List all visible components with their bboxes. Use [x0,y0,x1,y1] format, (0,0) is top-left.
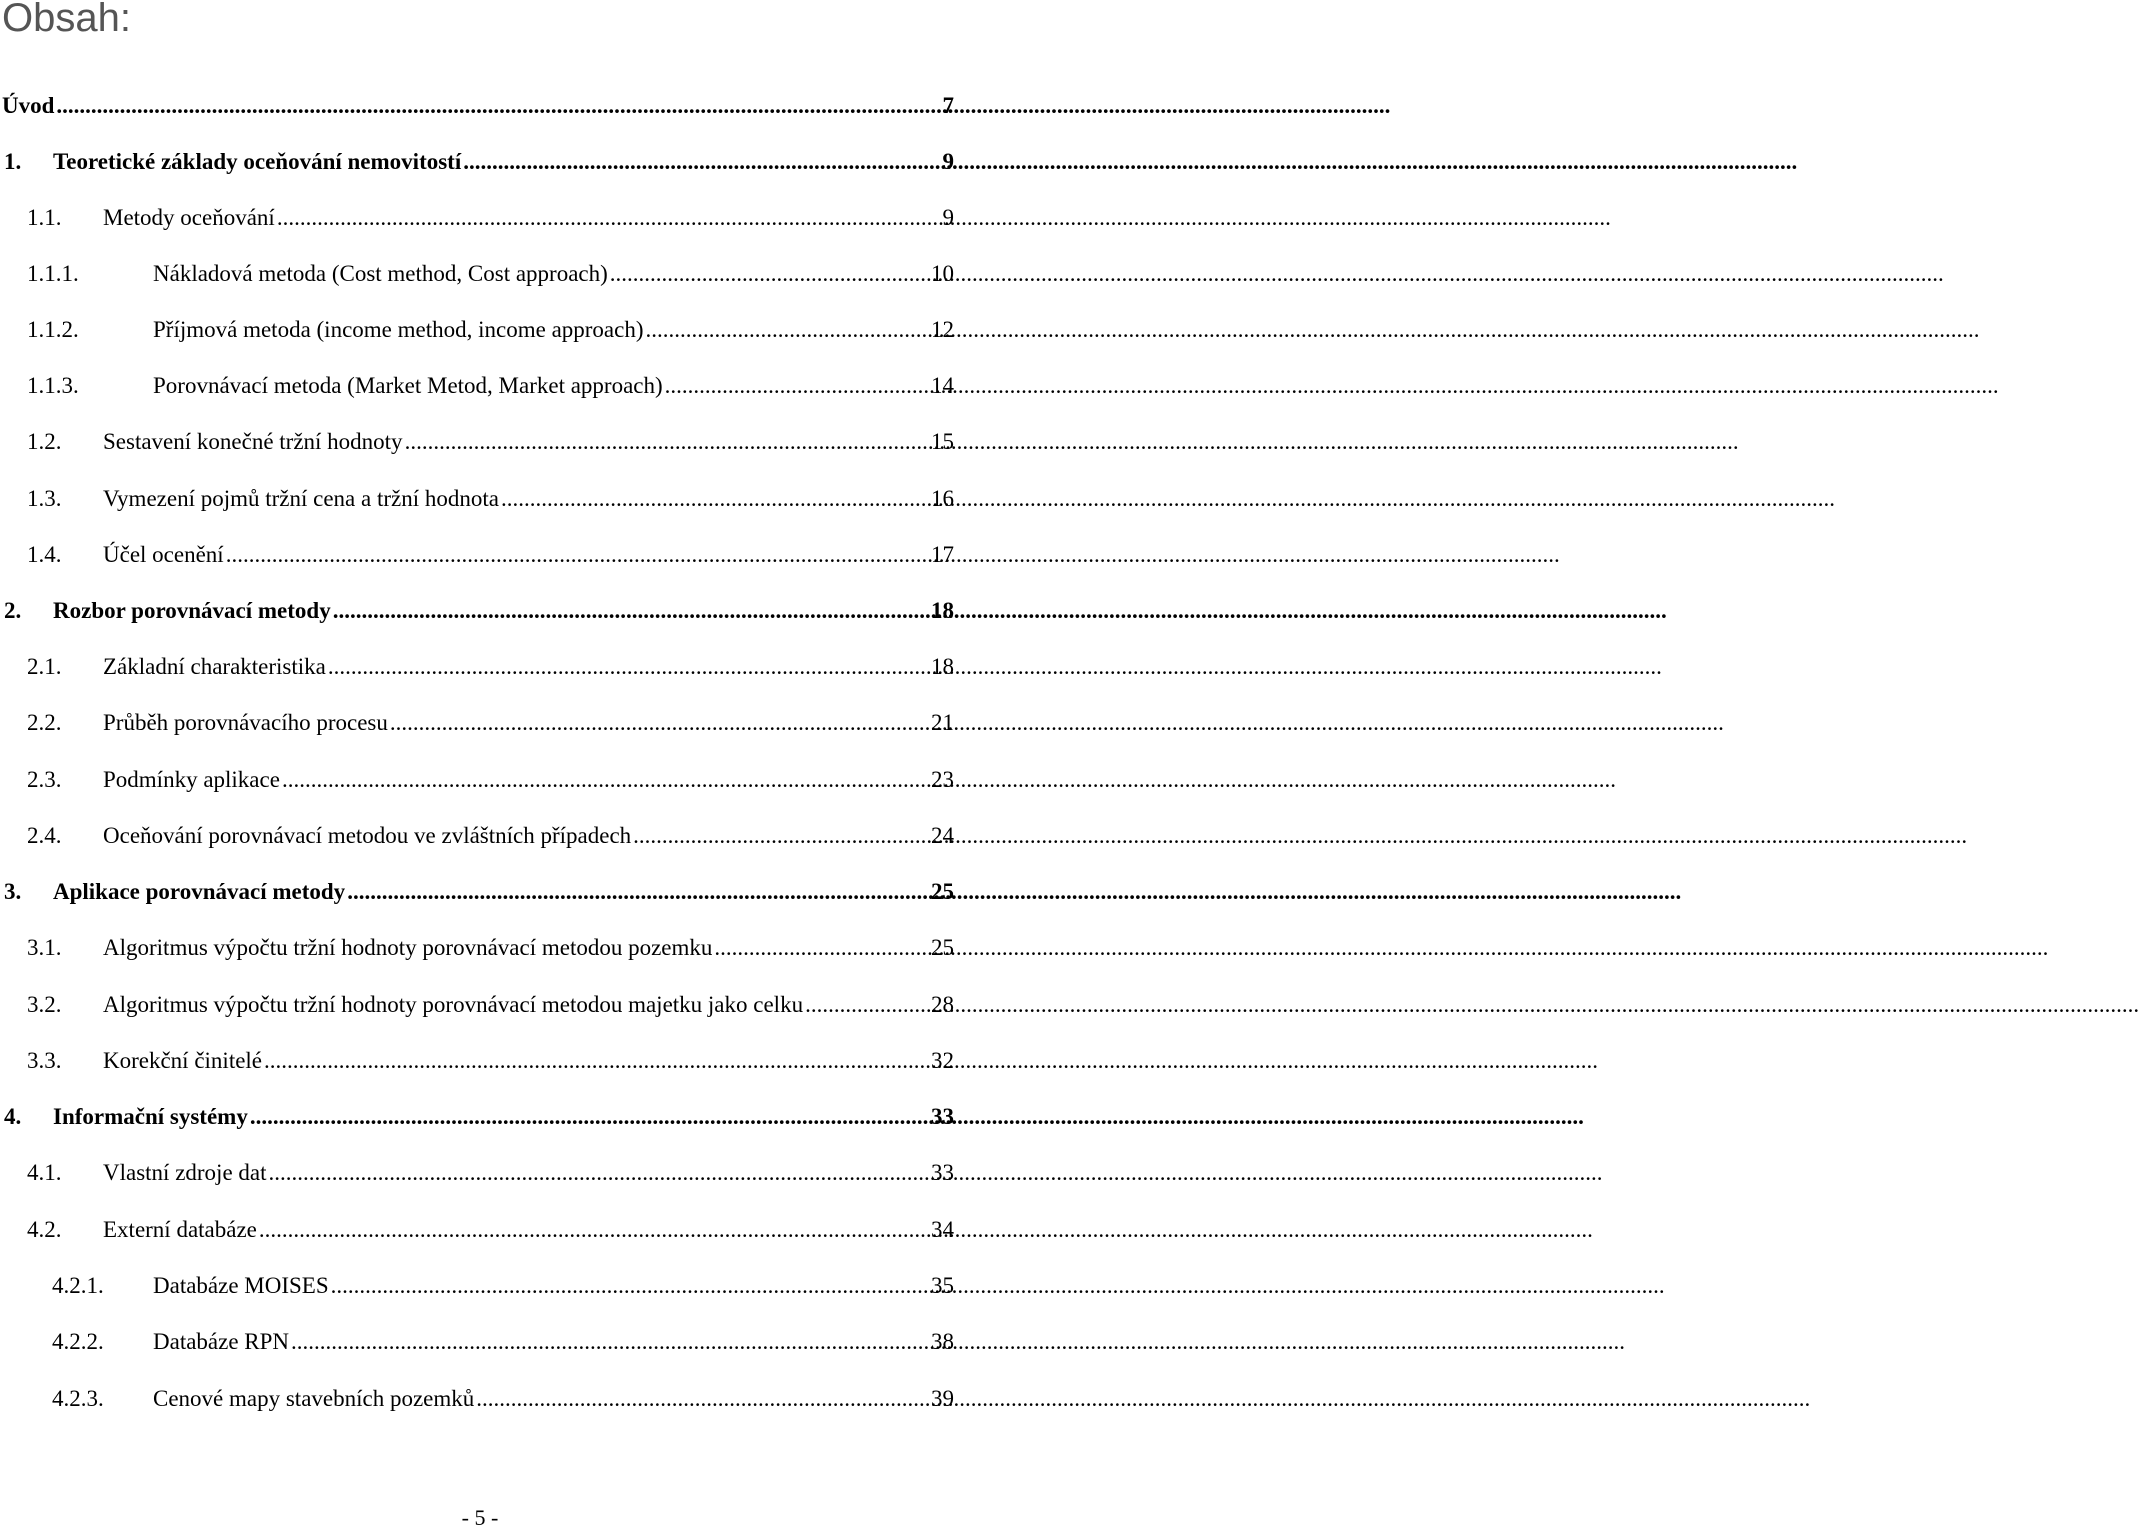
toc-entry-title: Sestavení konečné tržní hodnoty [103,429,403,454]
toc-leader-dots [269,1153,930,1193]
table-of-contents [0,0,960,1527]
toc-leader-dots [56,86,941,126]
toc-entry-title: Informační systémy [53,1104,248,1129]
toc-entry-1-1-2[interactable] [27,310,954,350]
toc-entry-1[interactable] [4,142,954,182]
toc-entry-page: 24 [931,823,954,848]
toc-entry-title: Příjmová metoda (income method, income approach) [153,317,644,342]
toc-entry-number: 1.1. [27,205,62,230]
page-number-footer: - 5 - [461,1505,499,1530]
toc-entry-title: Algoritmus výpočtu tržní hodnoty porovnávací metodou pozemku [103,935,713,960]
toc-entry-page: 16 [931,486,954,511]
toc-entry-page: 12 [931,317,954,342]
toc-leader-dots [665,366,930,406]
toc-entry-number: 1.3. [27,486,62,511]
toc-entry-page: 21 [931,710,954,735]
toc-entry-page: 14 [931,373,954,398]
toc-entry-page: 15 [931,429,954,454]
toc-entry-page: 33 [931,1104,954,1129]
toc-entry-2-3[interactable] [27,760,954,800]
toc-entry-number: 2.3. [27,767,62,792]
toc-entry-2-4[interactable] [27,816,954,856]
toc-leader-dots [347,872,930,912]
toc-leader-dots [282,760,930,800]
toc-entry-uvod[interactable] [2,86,954,126]
toc-entry-page: 17 [931,542,954,567]
toc-entry-number: 2.2. [27,710,62,735]
toc-entry-page: 10 [931,261,954,286]
toc-entry-number: 1.1.1. [27,261,79,286]
toc-entry-number: 3. [4,879,22,904]
toc-leader-dots [328,647,930,687]
toc-leader-dots [501,479,930,519]
toc-leader-dots [333,591,930,631]
toc-entry-3[interactable] [4,872,954,912]
toc-entry-number: 1.2. [27,429,62,454]
toc-entry-page: 32 [931,1048,954,1073]
toc-entry-2-1[interactable] [27,647,954,687]
toc-entry-page: 25 [931,879,954,904]
toc-entry-4-2-2[interactable] [52,1322,954,1362]
toc-entry-title: Cenové mapy stavebních pozemků [153,1386,475,1411]
toc-entry-number: 1. [4,149,22,174]
toc-entry-1-1-3[interactable] [27,366,954,406]
toc-entry-page: 18 [931,598,954,623]
toc-entry-page: 9 [942,205,954,230]
toc-entry-page: 34 [931,1217,954,1242]
toc-entry-1-1[interactable] [27,198,954,238]
toc-entry-1-2[interactable] [27,422,954,462]
toc-entry-page: 33 [931,1160,954,1185]
toc-entry-number: 3.2. [27,992,62,1017]
toc-entry-title: Vymezení pojmů tržní cena a tržní hodnota [103,486,499,511]
toc-entry-title: Vlastní zdroje dat [103,1160,267,1185]
toc-entry-number: 1.4. [27,542,62,567]
toc-entry-number: 4. [4,1104,22,1129]
toc-leader-dots [264,1041,930,1081]
toc-leader-dots [291,1322,930,1362]
toc-entry-title: Databáze MOISES [153,1273,329,1298]
toc-entry-3-2[interactable] [27,985,954,1025]
toc-entry-page: 7 [942,93,954,118]
toc-entry-title: Algoritmus výpočtu tržní hodnoty porovnávací metodou majetku jako celku [103,992,804,1017]
toc-entry-title: Základní charakteristika [103,654,326,679]
toc-entry-4[interactable] [4,1097,954,1137]
toc-entry-title: Nákladová metoda (Cost method, Cost approach) [153,261,608,286]
toc-entry-page: 35 [931,1273,954,1298]
toc-leader-dots [633,816,930,856]
toc-leader-dots [405,422,930,462]
toc-entry-title: Porovnávací metoda (Market Metod, Market approach) [153,373,663,398]
toc-leader-dots [226,535,930,575]
toc-entry-page: 18 [931,654,954,679]
toc-entry-number: 4.2. [27,1217,62,1242]
toc-entry-title: Externí databáze [103,1217,257,1242]
toc-entry-page: 23 [931,767,954,792]
toc-leader-dots [331,1266,930,1306]
toc-entry-number: 4.1. [27,1160,62,1185]
toc-entry-4-2-1[interactable] [52,1266,954,1306]
toc-entry-title: Účel ocenění [103,542,224,567]
toc-entry-2-2[interactable] [27,703,954,743]
toc-entry-page: 38 [931,1329,954,1354]
toc-entry-4-2[interactable] [27,1210,954,1250]
toc-entry-3-1[interactable] [27,928,954,968]
toc-leader-dots [250,1097,930,1137]
toc-entry-title: Aplikace porovnávací metody [53,879,346,904]
toc-entry-title: Korekční činitelé [103,1048,263,1073]
toc-leader-dots [610,254,930,294]
toc-entry-1-3[interactable] [27,479,954,519]
toc-entry-number: 2.4. [27,823,62,848]
toc-entry-number: 4.2.3. [52,1386,104,1411]
toc-entry-number: 2.1. [27,654,62,679]
toc-entry-3-3[interactable] [27,1041,954,1081]
toc-entry-1-1-1[interactable] [27,254,954,294]
toc-entry-number: 3.3. [27,1048,62,1073]
toc-entry-title: Databáze RPN [153,1329,290,1354]
toc-entry-page: 25 [931,935,954,960]
toc-entry-page: 39 [931,1386,954,1411]
toc-entry-number: 1.1.2. [27,317,79,342]
toc-entry-title: Úvod [2,93,55,118]
toc-entry-4-2-3[interactable] [52,1379,954,1419]
toc-leader-dots [259,1210,930,1250]
toc-leader-dots [390,703,930,743]
toc-entry-2[interactable] [4,591,954,631]
toc-entry-1-4[interactable] [27,535,954,575]
toc-entry-number: 1.1.3. [27,373,79,398]
toc-entry-number: 4.2.2. [52,1329,104,1354]
toc-leader-dots [463,142,941,182]
toc-entry-title: Podmínky aplikace [103,767,280,792]
toc-leader-dots [805,985,930,1025]
toc-leader-dots [714,928,930,968]
toc-entry-page: 28 [931,992,954,1017]
toc-leader-dots [476,1379,930,1419]
toc-entry-title: Oceňování porovnávací metodou ve zvláštních případech [103,823,632,848]
page-heading: Obsah: [2,0,131,40]
toc-entry-page: 9 [942,149,954,174]
toc-entry-number: 4.2.1. [52,1273,104,1298]
toc-entry-number: 2. [4,598,22,623]
toc-entry-title: Teoretické základy oceňování nemovitostí [53,149,462,174]
toc-entry-4-1[interactable] [27,1153,954,1193]
toc-leader-dots [277,198,942,238]
toc-leader-dots [646,310,930,350]
toc-entry-title: Průběh porovnávacího procesu [103,710,388,735]
toc-entry-title: Rozbor porovnávací metody [53,598,331,623]
toc-entry-title: Metody oceňování [103,205,275,230]
toc-entry-number: 3.1. [27,935,62,960]
